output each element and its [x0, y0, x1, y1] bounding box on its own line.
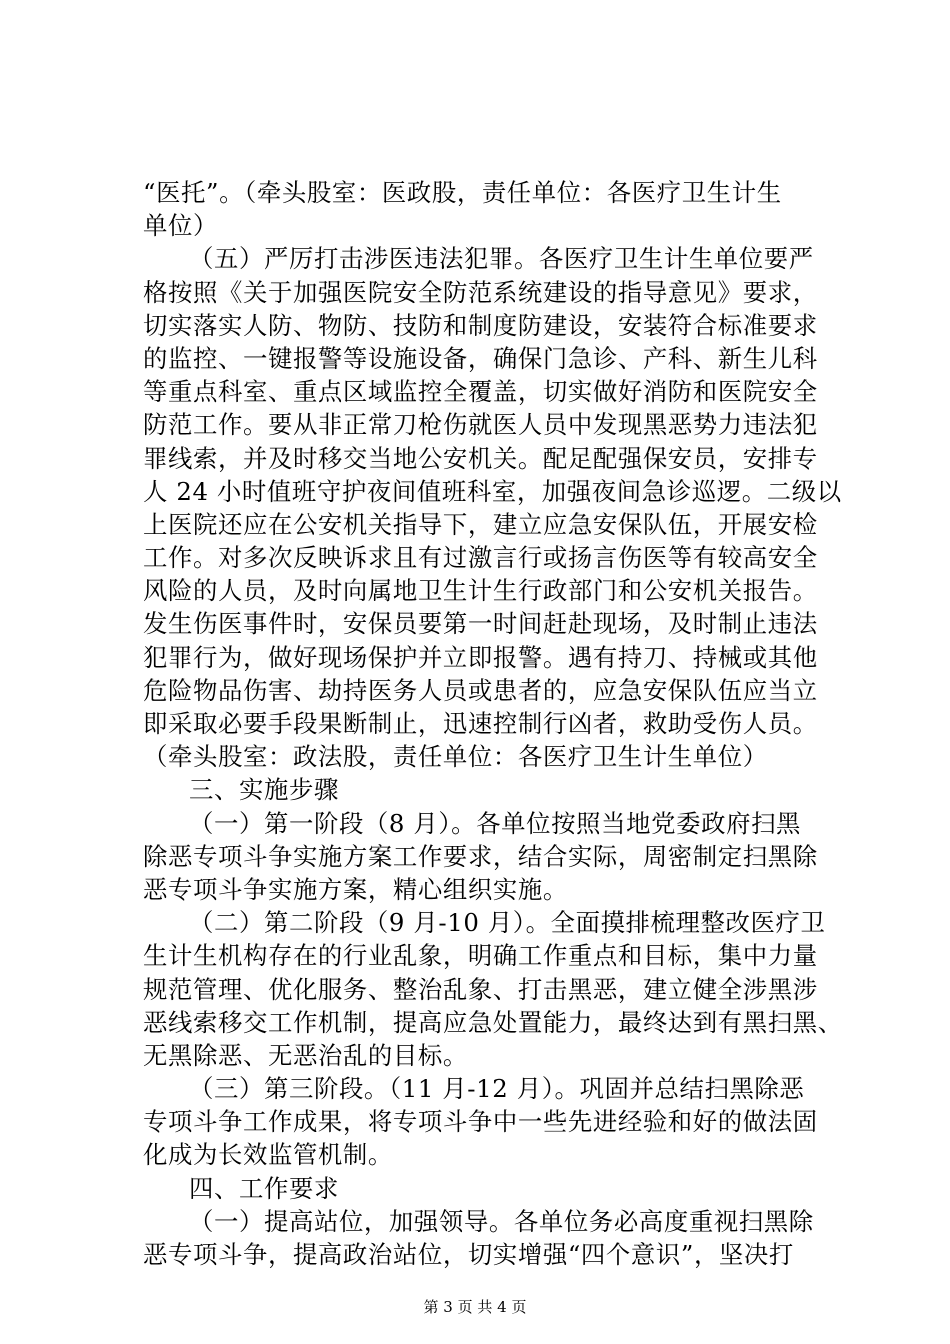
text-line: 工作。对多次反映诉求且有过激言行或扬言伤医等有较高安全 [143, 543, 818, 573]
text-line: （一）提高站位，加强领导。各单位务必高度重视扫黑除 [189, 1206, 814, 1236]
text-line: 生计生机构存在的行业乱象，明确工作重点和目标，集中力量 [143, 941, 818, 971]
text-line: 切实落实人防、物防、技防和制度防建设，安装符合标准要求 [143, 310, 818, 340]
text-line: 无黑除恶、无恶治乱的目标。 [143, 1040, 468, 1070]
text-line: 犯罪行为，做好现场保护并立即报警。遇有持刀、持械或其他 [143, 642, 818, 672]
text-line: （一）第一阶段（8 月）。各单位按照当地党委政府扫黑 [189, 808, 802, 838]
text-line: 格按照《关于加强医院安全防范系统建设的指导意见》要求， [143, 277, 818, 307]
text-line: 人 24 小时值班守护夜间值班科室，加强夜间急诊巡逻。二级以 [143, 476, 842, 506]
page-footer: 第 3 页 共 4 页 [423, 1298, 527, 1316]
text-line: 防范工作。要从非正常刀枪伤就医人员中发现黑恶势力违法犯 [143, 410, 818, 440]
text-line: 规范管理、优化服务、整治乱象、打击黑恶，建立健全涉黑涉 [143, 974, 818, 1004]
text-line: 发生伤医事件时，安保员要第一时间赶赴现场，及时制止违法 [143, 609, 818, 639]
text-line: “医托”。（牵头股室：医政股，责任单位：各医疗卫生计生 [143, 178, 782, 207]
text-line: 四、工作要求 [189, 1173, 339, 1203]
text-line: （三）第三阶段。（11 月-12 月）。巩固并总结扫黑除恶 [189, 1074, 805, 1104]
text-line: 的监控、一键报警等设施设备，确保门急诊、产科、新生儿科 [143, 343, 818, 373]
text-line: 除恶专项斗争实施方案工作要求，结合实际，周密制定扫黑除 [143, 841, 818, 871]
text-line: （牵头股室：政法股，责任单位：各医疗卫生计生单位） [143, 742, 768, 772]
text-line: 上医院还应在公安机关指导下，建立应急安保队伍，开展安检 [143, 509, 818, 539]
text-line: 即采取必要手段果断制止，迅速控制行凶者，救助受伤人员。 [143, 709, 818, 738]
document-body [143, 176, 843, 1271]
text-line: 罪线索，并及时移交当地公安机关。配足配强保安员，安排专 [143, 443, 818, 473]
text-line: 恶专项斗争，提高政治站位，切实增强“四个意识”，坚决打 [143, 1240, 794, 1269]
text-line: 专项斗争工作成果，将专项斗争中一些先进经验和好的做法固 [143, 1107, 818, 1137]
text-line: 单位） [143, 211, 218, 241]
text-line: 恶专项斗争实施方案，精心组织实施。 [143, 874, 568, 904]
text-line: 三、实施步骤 [189, 775, 339, 805]
text-line: （二）第二阶段（9 月-10 月）。全面摸排梳理整改医疗卫 [189, 908, 826, 938]
text-line: 化成为长效监管机制。 [143, 1140, 393, 1170]
text-line: 风险的人员，及时向属地卫生计生行政部门和公安机关报告。 [143, 576, 818, 606]
text-line: 等重点科室、重点区域监控全覆盖，切实做好消防和医院安全 [143, 377, 818, 407]
text-line: 危险物品伤害、劫持医务人员或患者的，应急安保队伍应当立 [143, 675, 818, 705]
text-line: 恶线索移交工作机制，提高应急处置能力，最终达到有黑扫黑、 [143, 1007, 843, 1037]
text-line: （五）严厉打击涉医违法犯罪。各医疗卫生计生单位要严 [189, 244, 814, 274]
